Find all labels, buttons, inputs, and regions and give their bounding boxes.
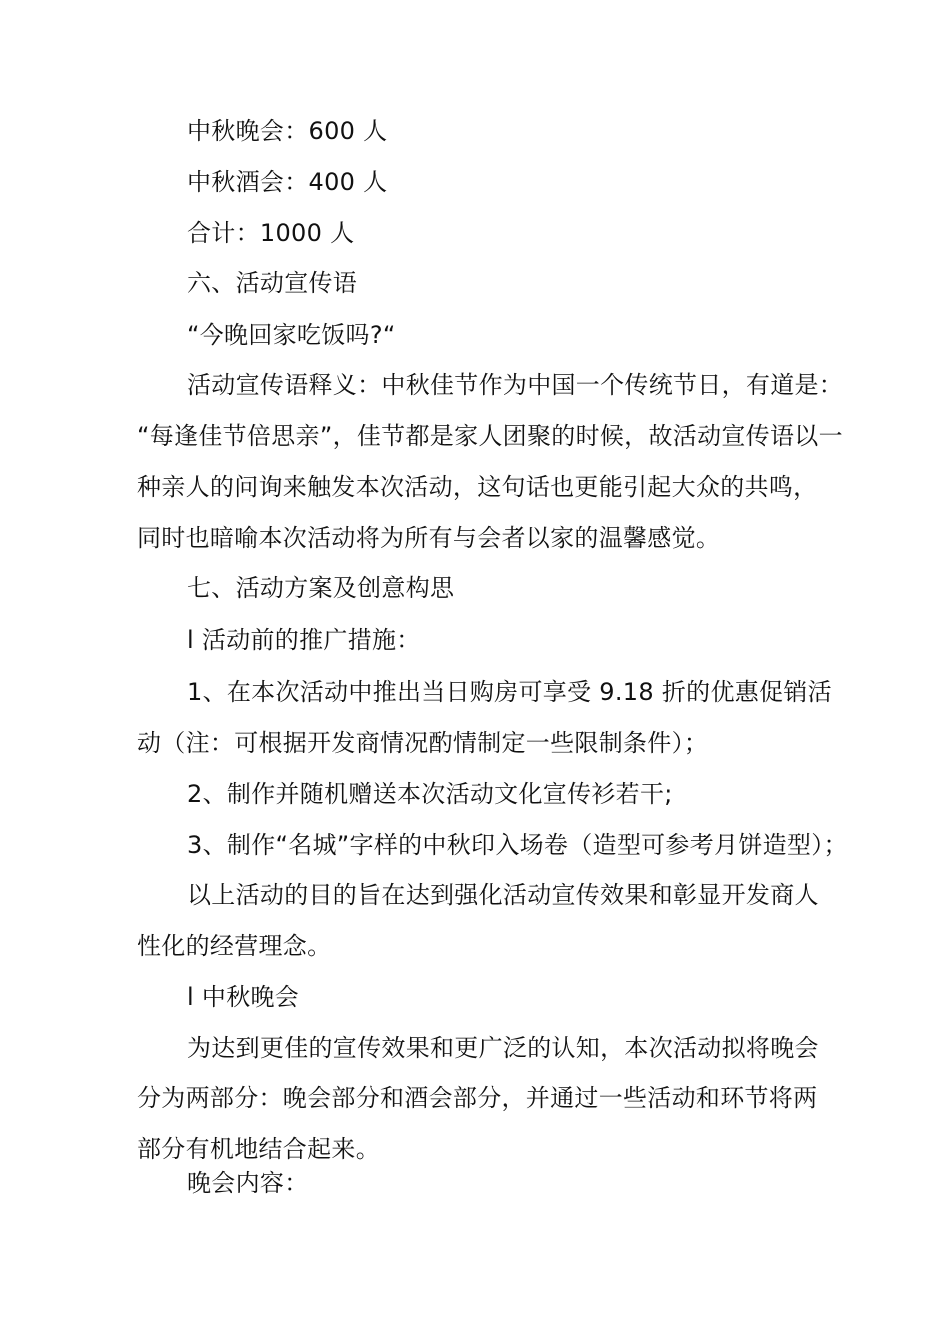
bullet-heading-gala: l 中秋晚会 (187, 983, 300, 1011)
paragraph-line: 分为两部分：晚会部分和酒会部分，并通过一些活动和环节将两 (137, 1084, 818, 1112)
attendance-total-line: 合计：1000 人 (187, 219, 355, 247)
attendance-reception-line: 中秋酒会：400 人 (187, 168, 388, 196)
attendance-gala-line: 中秋晚会：600 人 (187, 117, 388, 145)
slogan-text: “今晚回家吃饭吗?“ (187, 321, 396, 349)
section-heading-plan: 七、活动方案及创意构思 (187, 574, 455, 602)
paragraph-line: 以上活动的目的旨在达到强化活动宣传效果和彰显开发商人 (187, 881, 819, 909)
list-item: 1、在本次活动中推出当日购房可享受 9.18 折的优惠促销活 (187, 678, 832, 706)
paragraph-line: 为达到更佳的宣传效果和更广泛的认知，本次活动拟将晚会 (187, 1034, 819, 1062)
list-item-continuation: 动（注：可根据开发商情况酌情制定一些限制条件）； (137, 729, 709, 757)
section-heading-slogan: 六、活动宣传语 (187, 269, 358, 297)
paragraph-line: 性化的经营理念。 (137, 932, 332, 960)
paragraph-line: 活动宣传语释义：中秋佳节作为中国一个传统节日，有道是： (187, 371, 844, 399)
paragraph-line: 部分有机地结合起来。 (137, 1135, 380, 1163)
subheading-gala-content: 晚会内容： (187, 1169, 309, 1197)
list-item: 2、制作并随机赠送本次活动文化宣传衫若干; (187, 780, 673, 808)
paragraph-line: 种亲人的问询来触发本次活动，这句话也更能引起大众的共鸣， (137, 473, 818, 501)
list-item: 3、制作“名城”字样的中秋印入场卷（造型可参考月饼造型）； (187, 831, 848, 859)
paragraph-line: 同时也暗喻本次活动将为所有与会者以家的温馨感觉。 (137, 524, 721, 552)
bullet-heading-promotion: l 活动前的推广措施： (187, 626, 421, 654)
paragraph-line: “每逢佳节倍思亲”，佳节都是家人团聚的时候，故活动宣传语以一 (137, 422, 843, 450)
